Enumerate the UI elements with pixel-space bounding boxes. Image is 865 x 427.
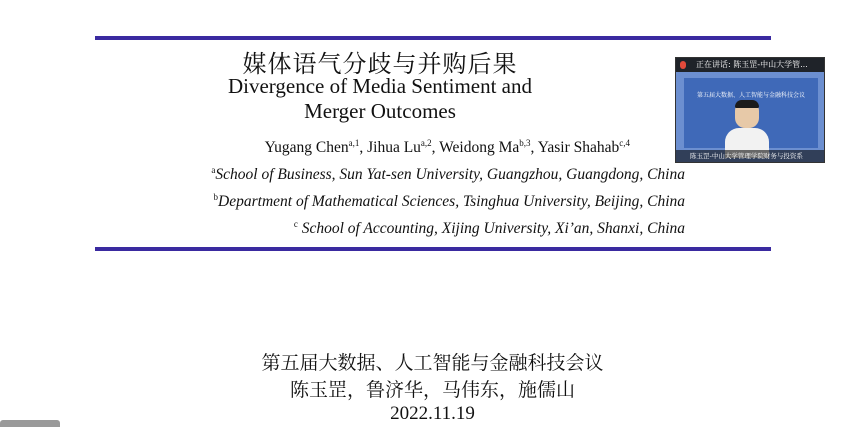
affiliation-mark: a [211,165,216,175]
participant-name-bar [676,150,824,162]
affiliation-text: School of Business, Sun Yat-sen University, Guangzhou, Guangdong, China [215,166,685,184]
background-slide-title: 第五届大数据、人工智能与金融科技会议 [696,92,805,99]
author-name: Yugang Chen [264,139,349,157]
author-sup: a,1 [348,138,360,148]
affiliation-mark: c [293,219,298,229]
affiliation-c [150,219,685,238]
speaking-indicator-bar [676,58,824,72]
affiliation-a [150,165,685,184]
author-sup: c,4 [619,138,630,148]
author-name: Weidong Ma [439,139,520,157]
affiliation-mark: b [213,192,219,202]
author-sup: b,3 [519,138,531,148]
slide-title-english-line1: Divergence of Media Sentiment and [227,74,533,98]
conference-name: 第五届大数据、人工智能与金融科技会议 [261,352,604,374]
presentation-date: 2022.11.19 [390,403,475,424]
affiliation-text: Department of Mathematical Sciences, Tsinghua University, Beijing, China [218,193,685,211]
author-list: Yugang Chen$^{a,1}$, Jihua Lu$^{a,2}$, Weidong Ma$^{b,3}$, Yasir Shahab$^{c,4}$ [264,138,630,157]
author-name: Yasir Shahab [537,139,620,157]
author-sup: a,2 [420,138,432,148]
author-name: Jihua Lu [367,139,421,157]
bottom-rule [95,247,771,251]
speaker-hair [735,100,759,108]
microphone-icon [680,61,686,69]
top-rule [95,36,771,40]
affiliation-b [150,192,685,211]
slide-title-english [180,74,580,124]
bottom-panel-tab[interactable] [0,420,60,427]
affiliation-text: School of Accounting, Xijing University, Xi’an, Shanxi, China [301,220,685,238]
participant-name: 陈玉罡-中山大学管理学院财务与投资系 [690,152,803,160]
speaking-label: 正在讲话: 陈玉罡-中山大学管... [696,60,808,69]
slide-title-english-line2: Merger Outcomes [304,99,456,123]
slide-title-chinese: 媒体语气分歧与并购后果 [242,50,518,78]
speaker-video-tile[interactable] [675,57,825,163]
presenter-names: 陈玉罡，鲁济华，马伟东，施儒山 [289,379,575,401]
